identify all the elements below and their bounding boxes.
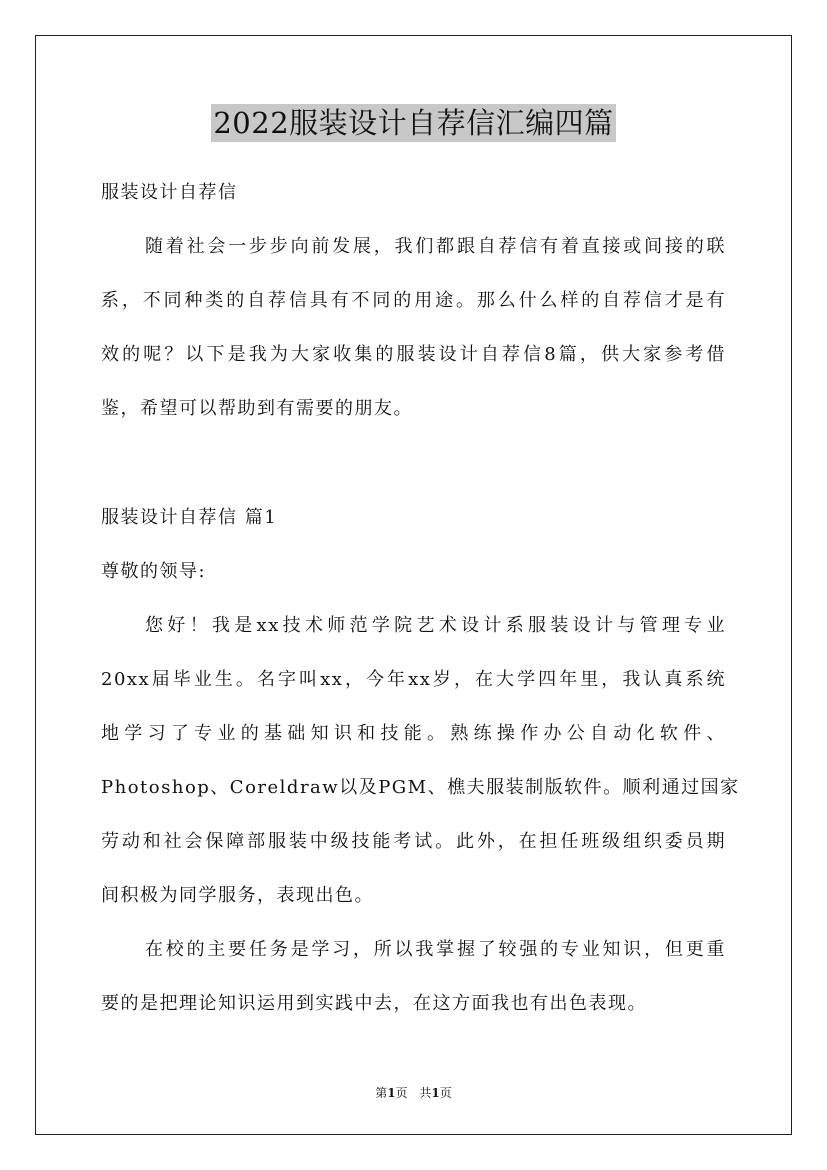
salutation: 尊敬的领导:: [101, 561, 207, 582]
paragraph-line: 间积极为同学服务，表现出色。: [101, 885, 374, 906]
paragraph-line: 系，不同种类的自荐信具有不同的用途。那么什么样的自荐信才是有: [101, 290, 726, 311]
paragraph-line: Photoshop、Coreldraw以及PGM、樵夫服装制版软件。顺利通过国家: [101, 777, 740, 798]
paragraph-line: 效的呢？以下是我为大家收集的服装设计自荐信8篇，供大家参考借: [101, 344, 726, 365]
paragraph-line: 在校的主要任务是学习，所以我掌握了较强的专业知识，但更重: [145, 939, 726, 960]
page-footer: [0, 1084, 827, 1101]
paragraph-line: 鉴，希望可以帮助到有需要的朋友。: [101, 398, 413, 419]
paragraph-line: 地学习了专业的基础知识和技能。熟练操作办公自动化软件、: [101, 723, 726, 744]
page-number: 第1页: [375, 1086, 408, 1100]
section-heading: 服装设计自荐信 篇1: [101, 507, 278, 528]
paragraph-line: 劳动和社会保障部服装中级技能考试。此外，在担任班级组织委员期: [101, 831, 726, 852]
paragraph-line: 您好！我是xx技术师范学院艺术设计系服装设计与管理专业: [145, 615, 726, 636]
document-title: 2022服装设计自荐信汇编四篇: [213, 106, 614, 140]
paragraph-line: 20xx届毕业生。名字叫xx，今年xx岁，在大学四年里，我认真系统: [101, 669, 726, 690]
paragraph-line: 要的是把理论知识运用到实践中去，在这方面我也有出色表现。: [101, 993, 647, 1014]
paragraph-line: 随着社会一步步向前发展，我们都跟自荐信有着直接或间接的联: [145, 236, 726, 257]
title-container: [0, 104, 827, 142]
page-total: 共1页: [419, 1086, 452, 1100]
section-heading: 服装设计自荐信: [101, 182, 238, 203]
